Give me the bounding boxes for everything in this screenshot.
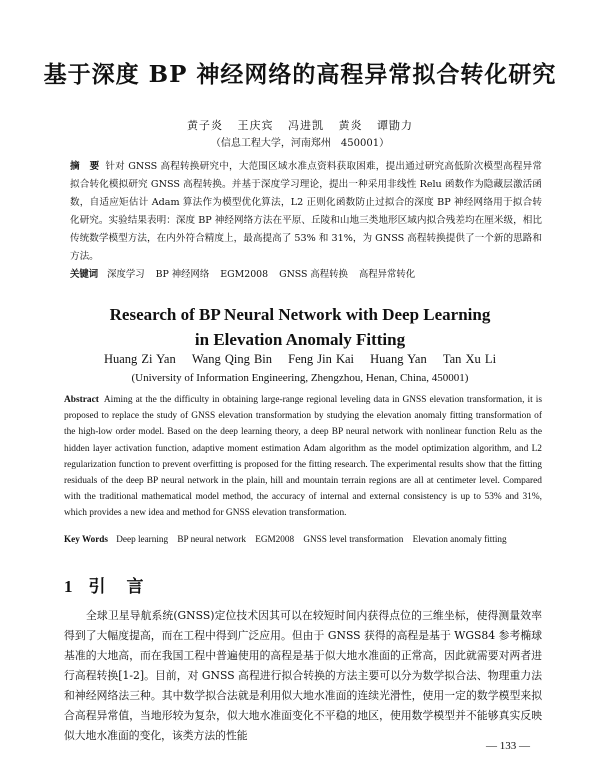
page-number: — 133 — (486, 740, 530, 752)
english-abstract-text: Aiming at the the difficulty in obtaining large-range regional leveling data in GNSS elevation transformation, it is proposed to replace the study of GNSS elevation transformation by studying the elevation anomaly fitting transformation of the high-low order model. Based on the deep learning theory, a deep BP neural network with nonlinear function Relu as the hidden layer activation function, adaptive moment estimation Adam algorithm as the model optimization algorithm, and L2 regularization function to prevent overfitting is proposed for the fitting research. The experimental results show that the fitting residuals of the deep BP neural network in the plain, hill and mountain terrain regions are all at centimeter level. Compared with the traditional mathematical model method, the accuracy of internal and external consistency is up to 53% and 31%, which provides a new idea and method for GNSS elevation transformation. (64, 395, 542, 519)
english-keyword: Elevation anomaly fitting (412, 534, 507, 544)
chinese-keyword: 深度学习 (107, 269, 145, 280)
english-keyword: GNSS level transformation (303, 534, 404, 544)
english-authors (0, 352, 600, 367)
chinese-abstract (70, 158, 542, 266)
english-author: Wang Qing Bin (191, 352, 273, 366)
english-affiliation: (University of Information Engineering, Zhengzhou, Henan, China, 450001) (131, 372, 469, 384)
chinese-keyword: GNSS 高程转换 (279, 269, 348, 280)
chinese-author: 谭勖力 (377, 119, 413, 132)
section-heading (64, 572, 146, 597)
chinese-keyword: BP 神经网络 (155, 269, 210, 280)
english-title (0, 302, 600, 352)
english-title-line-1: Research of BP Neural Network with Deep Learning (109, 305, 491, 324)
english-author: Huang Yan (370, 352, 427, 366)
chinese-keywords-label: 关键词 (70, 269, 99, 280)
chinese-abstract-label: 摘 要 (70, 161, 100, 172)
chinese-author: 王庆宾 (237, 119, 274, 132)
chinese-keyword: EGM2008 (220, 269, 269, 280)
chinese-title: 基于深度 BP 神经网络的高程异常拟合转化研究 (43, 61, 557, 88)
section-number: 1 (64, 577, 75, 596)
english-keyword: BP neural network (177, 534, 246, 544)
english-keyword: EGM2008 (255, 534, 295, 544)
chinese-author: 黄子炎 (187, 119, 223, 132)
chinese-keyword: 高程异常转化 (358, 269, 416, 280)
english-author: Tan Xu Li (442, 352, 497, 366)
chinese-author: 炎 (350, 119, 363, 132)
english-author: Feng Jin Kai (288, 352, 355, 366)
chinese-author: 黄 (338, 119, 351, 132)
introduction-paragraph: 全球卫星导航系统(GNSS)定位技术因其可以在较短时间内获得点位的三维坐标，使得测量效率得到了大幅度提高，而在工程中得到广泛应用。但由于 GNSS 获得的高程是基于 WGS84 参考椭球基准的大地高，而在我国工程中普遍使用的高程是基于似大地水准面的正常高，因此就需要对两者进行高程转换[1-2]。目前，对 GNSS 高程进行拟合转换的方法主要可以分为数学拟合法、物理重力法和神经网络法三种。其中数学拟合法就是利用似大地水准面的连续光滑性，使用一定的数学模型来拟合高程异常值，当地形较为复杂，似大地水准面变化不平稳的地区，使用数学模型并不能够真实反映似大地水准面的变化，该类方法的性能 (64, 609, 542, 742)
chinese-authors (0, 117, 600, 133)
english-keywords-label: Key Words (64, 534, 108, 544)
chinese-abstract-text: 针对 GNSS 高程转换研究中，大范围区域水准点资料获取困难，提出通过研究高低阶次模型高程异常拟合转化模拟研究 GNSS 高程转换。并基于深度学习理论，提出一种采用非线性 Relu 函数作为隐藏层激活函数，自适应矩估计 Adam 算法作为模型优化算法，L2 正则化函数防止过拟合的深度 BP 神经网络用于拟合转化研究。实验结果表明：深度 BP 神经网络方法在平原、丘陵和山地三类地形区域内拟合残差均在厘米级，相比传统数学模型方法，在内外符合精度上，最高提高了 53% 和 31%，为 GNSS 高程转换提供了一个新的思路和方法。 (70, 161, 543, 262)
section-title: 引 言 (88, 577, 146, 597)
english-keywords (64, 534, 554, 544)
chinese-affiliation: （信息工程大学，河南郑州 450001） (210, 138, 390, 149)
english-keyword: Deep learning (116, 534, 169, 544)
chinese-author: 冯进凯 (288, 119, 324, 132)
english-abstract (64, 392, 542, 522)
english-abstract-label: Abstract (64, 395, 99, 405)
chinese-keywords (70, 268, 542, 282)
english-author: Huang Zi Yan (103, 352, 176, 366)
english-title-line-2: in Elevation Anomaly Fitting (194, 330, 406, 349)
